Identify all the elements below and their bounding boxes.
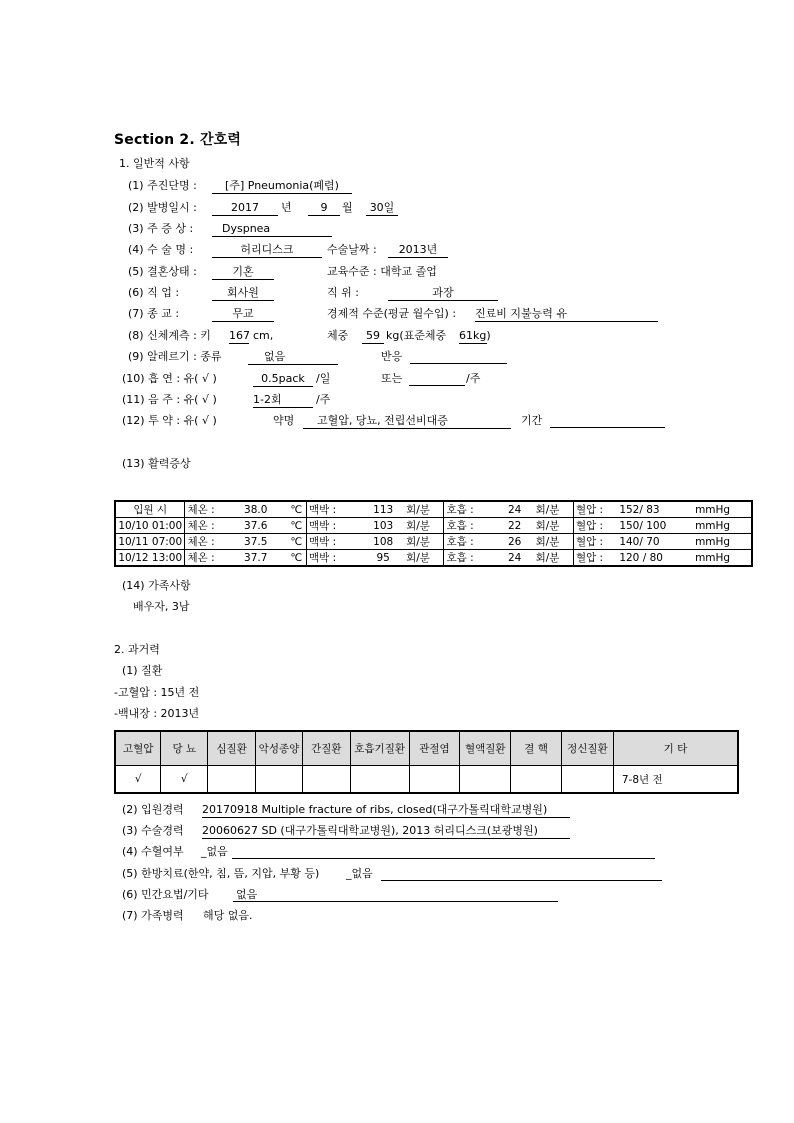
section-title: Section 2. 간호력: [114, 132, 242, 148]
vitals-resp: 22: [496, 518, 534, 534]
position-label: 직 위 :: [327, 286, 359, 299]
diag-value: [주] Pneumonia(폐렴): [212, 179, 352, 194]
vitals-temp: 38.0: [225, 501, 287, 518]
vitals-pulse: 113: [362, 501, 404, 518]
oriental-value: _없음: [346, 867, 373, 880]
vitals-pulse-label: 맥박 :: [307, 518, 363, 534]
diag-label: (1) 주진단명 :: [128, 179, 197, 192]
disease-header-cell: 결 핵: [511, 731, 562, 766]
disease-value-cell: [460, 766, 511, 794]
vitals-row: [115, 550, 752, 567]
vitals-time: 입원 시: [115, 501, 185, 518]
religion-label: (7) 종 교 :: [128, 307, 180, 320]
family-heading: (14) 가족사항: [122, 579, 191, 592]
vitals-time: 10/10 01:00: [115, 518, 185, 534]
disease-value-cell: [511, 766, 562, 794]
marital-value: 기혼: [212, 265, 274, 280]
vitals-resp-label: 호흡 :: [444, 534, 496, 550]
disease-value-cell: [409, 766, 460, 794]
family-value: 배우자, 3남: [133, 600, 190, 613]
vitals-temp-label: 체온 :: [185, 550, 225, 567]
onset-year: 2017: [212, 201, 278, 216]
vitals-pulse: 103: [362, 518, 404, 534]
vitals-temp-unit: ℃: [287, 550, 307, 567]
economic-value: 진료비 지불능력 유: [475, 307, 658, 322]
vitals-bp-label: 혈압 :: [573, 534, 617, 550]
vitals-time: 10/11 07:00: [115, 534, 185, 550]
disease-value-cell: [256, 766, 303, 794]
disease-header-cell: 간질환: [302, 731, 350, 766]
vitals-pulse: 108: [362, 534, 404, 550]
allergy-value: 없음: [248, 350, 338, 365]
family-hx-label: (7) 가족병력: [122, 909, 184, 922]
vitals-bp-unit: mmHg: [693, 534, 752, 550]
vitals-temp: 37.6: [225, 518, 287, 534]
drinking-unit: /주: [316, 393, 331, 406]
reaction-blank: [410, 363, 507, 364]
disease-header-row: [115, 731, 738, 766]
disease-value-cell: [208, 766, 256, 794]
disease-header-cell: 관절염: [409, 731, 460, 766]
disease-value-row: [115, 766, 738, 794]
height-value: 167: [229, 329, 250, 342]
onset-month-unit: 월: [342, 201, 353, 214]
oriental-label: (5) 한방치료(한약, 침, 뜸, 지압, 부황 등): [122, 867, 320, 880]
disease-header-cell: 호흡기질환: [350, 731, 409, 766]
disease-header-cell: 고혈압: [115, 731, 161, 766]
vitals-resp: 26: [496, 534, 534, 550]
height-unit: cm,: [253, 329, 274, 342]
vitals-resp-label: 호흡 :: [444, 518, 496, 534]
disease-item-2: -백내장 : 2013년: [114, 707, 200, 720]
vitals-temp-label: 체온 :: [185, 501, 225, 518]
admission-value: 20170918 Multiple fracture of ribs, closed(대구가톨릭대학교병원): [202, 803, 570, 818]
disease-header-cell: 심질환: [208, 731, 256, 766]
med-period-blank: [550, 427, 665, 428]
vitals-bp: 150/ 100: [617, 518, 693, 534]
std-weight-value: 61kg): [459, 329, 491, 342]
surgery-value: 허리디스크: [212, 243, 322, 258]
smoking-value: 0.5pack: [253, 372, 313, 387]
disease-header-cell: 당 뇨: [161, 731, 208, 766]
disease-header-cell: 혈액질환: [460, 731, 511, 766]
body-label: (8) 신체계측 : 키: [128, 329, 211, 342]
vitals-time: 10/12 13:00: [115, 550, 185, 567]
smoking-label: (10) 흡 연 : 유( √ ): [122, 372, 217, 385]
weight-unit: kg(표준체중: [386, 329, 447, 342]
surgery-hx-value: 20060627 SD (대구가톨릭대학교병원), 2013 허리디스크(보광병원): [202, 824, 570, 839]
vitals-temp-label: 체온 :: [185, 534, 225, 550]
transfusion-line: [232, 858, 655, 859]
vitals-heading: (13) 활력증상: [122, 457, 191, 470]
smoking-unit2: /주: [466, 372, 481, 385]
transfusion-value: _없음: [201, 845, 228, 858]
vitals-bp: 140/ 70: [617, 534, 693, 550]
vitals-bp-unit: mmHg: [693, 501, 752, 518]
smoking-or: 또는: [381, 372, 403, 385]
vitals-temp-unit: ℃: [287, 501, 307, 518]
med-name-label: 약명: [273, 414, 295, 427]
vitals-temp-label: 체온 :: [185, 518, 225, 534]
vitals-bp-unit: mmHg: [693, 550, 752, 567]
past-heading: 2. 과거력: [114, 643, 160, 656]
vitals-resp-unit: 회/분: [534, 518, 574, 534]
oriental-line: [381, 880, 662, 881]
onset-label: (2) 발병일시 :: [128, 201, 197, 214]
vitals-pulse-unit: 회/분: [404, 534, 444, 550]
marital-label: (5) 결혼상태 :: [128, 265, 197, 278]
surgery-date-label: 수술날짜 :: [327, 243, 377, 256]
vitals-resp: 24: [496, 550, 534, 567]
disease-value-cell: [350, 766, 409, 794]
vitals-bp-unit: mmHg: [693, 518, 752, 534]
job-label: (6) 직 업 :: [128, 286, 180, 299]
weight-value: 59: [362, 329, 384, 344]
vitals-table: [114, 500, 753, 567]
vitals-resp-label: 호흡 :: [444, 550, 496, 567]
economic-label: 경제적 수준(평균 월수입) :: [327, 307, 457, 320]
vitals-bp-label: 혈압 :: [573, 518, 617, 534]
disease-value-cell: √: [115, 766, 161, 794]
smoking-unit: /일: [316, 372, 331, 385]
drinking-label: (11) 음 주 : 유( √ ): [122, 393, 217, 406]
vitals-resp-unit: 회/분: [534, 501, 574, 518]
vitals-temp: 37.5: [225, 534, 287, 550]
vitals-bp-label: 혈압 :: [573, 550, 617, 567]
transfusion-label: (4) 수혈여부: [122, 845, 184, 858]
med-name-value: 고혈압, 당뇨, 전립선비대증: [303, 414, 511, 429]
vitals-row: [115, 534, 752, 550]
disease-header-cell: 정신질환: [562, 731, 614, 766]
disease-header-cell: 기 타: [613, 731, 738, 766]
surgery-label: (4) 수 술 명 :: [128, 243, 194, 256]
vitals-row: [115, 518, 752, 534]
vitals-bp: 152/ 83: [617, 501, 693, 518]
admission-label: (2) 입원경력: [122, 803, 184, 816]
folk-label: (6) 민간요법/기타: [122, 888, 209, 901]
vitals-pulse-unit: 회/분: [404, 501, 444, 518]
disease-table: [114, 730, 739, 794]
vitals-pulse-label: 맥박 :: [307, 534, 363, 550]
allergy-label: (9) 알레르기 : 종류: [128, 350, 222, 363]
disease-value-cell: √: [161, 766, 208, 794]
vitals-row: [115, 501, 752, 518]
disease-header-cell: 악성종양: [256, 731, 303, 766]
surgery-date-value: 2013년: [388, 243, 448, 258]
onset-year-unit: 년: [281, 201, 292, 214]
weight-label: 체중: [327, 329, 349, 342]
vitals-pulse-unit: 회/분: [404, 518, 444, 534]
education-label: 교육수준 : 대학교 졸업: [327, 265, 437, 278]
vitals-resp: 24: [496, 501, 534, 518]
vitals-pulse-label: 맥박 :: [307, 550, 363, 567]
disease-value-cell: [302, 766, 350, 794]
family-hx-value: 해당 없음.: [203, 909, 253, 922]
job-value: 회사원: [212, 286, 274, 301]
vitals-resp-label: 호흡 :: [444, 501, 496, 518]
symptom-label: (3) 주 증 상 :: [128, 222, 194, 235]
vitals-temp-unit: ℃: [287, 534, 307, 550]
disease-item-1: -고혈압 : 15년 전: [114, 686, 200, 699]
disease-value-cell: 7-8년 전: [613, 766, 738, 794]
drinking-value: 1-2회: [253, 393, 313, 408]
smoking-alt-blank: [409, 385, 465, 386]
vitals-bp-label: 혈압 :: [573, 501, 617, 518]
med-label: (12) 투 약 : 유( √ ): [122, 414, 217, 427]
surgery-hx-label: (3) 수술경력: [122, 824, 184, 837]
vitals-bp: 120 / 80: [617, 550, 693, 567]
general-heading: 1. 일반적 사항: [119, 157, 190, 170]
religion-value: 무교: [212, 307, 274, 322]
med-period-label: 기간: [521, 414, 543, 427]
reaction-label: 반응: [381, 350, 403, 363]
folk-value: 없음: [236, 888, 258, 901]
folk-line: [233, 901, 558, 902]
onset-day: 30일: [366, 201, 398, 216]
disease-heading: (1) 질환: [122, 664, 163, 677]
vitals-pulse-unit: 회/분: [404, 550, 444, 567]
disease-value-cell: [562, 766, 614, 794]
vitals-pulse: 95: [362, 550, 404, 567]
vitals-resp-unit: 회/분: [534, 534, 574, 550]
position-value: 과장: [388, 286, 498, 301]
vitals-temp-unit: ℃: [287, 518, 307, 534]
symptom-value: Dyspnea: [212, 222, 332, 237]
onset-month: 9: [308, 201, 340, 216]
vitals-temp: 37.7: [225, 550, 287, 567]
vitals-pulse-label: 맥박 :: [307, 501, 363, 518]
vitals-resp-unit: 회/분: [534, 550, 574, 567]
